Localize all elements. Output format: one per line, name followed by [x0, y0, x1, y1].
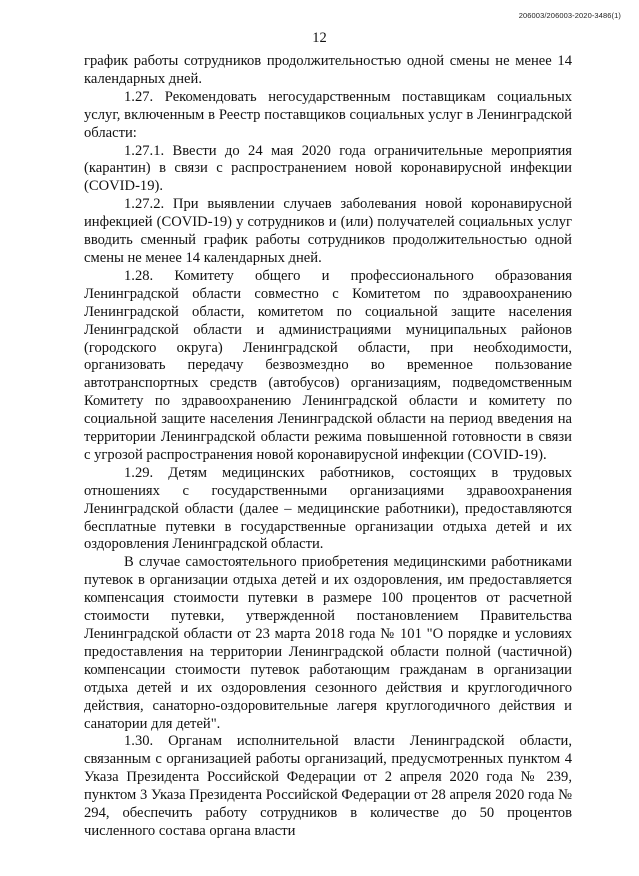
paragraph: 1.30. Органам исполнительной власти Ленинградской области, связанным с организацией работы организаций, предусмотренных пунктом 4 Указа Президента Российской Федерации от 2 апреля 2020 года № 239, пунктом 3 Указа Президента Российской Федерации от 28 апреля 2020 года № 294, обеспечить работу сотрудников в количестве до 50 процентов численного состава органа власти — [84, 733, 572, 839]
document-code: 206003/206003-2020-3486(1) — [518, 11, 621, 20]
paragraph: 1.29. Детям медицинских работников, состоящих в трудовых отношениях с государственными организациями здравоохранения Ленинградской области (далее – медицинские работники), предоставляются бесплатные путевки в государственные организации отдыха детей и их оздоровления Ленинградской области. — [84, 464, 572, 553]
paragraph: В случае самостоятельного приобретения медицинскими работниками путевок в организации отдыха детей и их оздоровления, им предоставляется компенсация стоимости путевки в размере 100 процентов от расчетной стоимости путевки, утвержденной постановлением Правительства Ленинградской области от 23 марта 2018 года № 101 "О порядке и условиях предоставления на территории Ленинградской области полной (частичной) компенсации стоимости путевок работающим гражданам в организации отдыха детей и их оздоровления сезонного действия и круглогодичного действия, санаторно-оздоровительные лагеря круглогодичного действия и санатории для детей". — [84, 554, 572, 732]
page-number: 12 — [312, 30, 327, 46]
paragraph: 1.27.2. При выявлении случаев заболевания новой коронавирусной инфекцией (COVID-19) у сотрудников и (или) получателей социальных услуг вводить сменный график работы сотрудников продолжительностью одной смены не менее 14 календарных дней. — [84, 196, 572, 266]
paragraph: график работы сотрудников продолжительностью одной смены не менее 14 календарных дней. — [84, 53, 572, 87]
paragraph: 1.27.1. Ввести до 24 мая 2020 года ограничительные мероприятия (карантин) в связи с распространением новой коронавирусной инфекции (COVID-19). — [84, 142, 572, 195]
paragraph: 1.27. Рекомендовать негосударственным поставщикам социальных услуг, включенным в Реестр поставщиков социальных услуг в Ленинградской области: — [84, 88, 572, 141]
document-body — [84, 53, 572, 841]
paragraph: 1.28. Комитету общего и профессионального образования Ленинградской области совместно с Комитетом по здравоохранению Ленинградской области, комитетом по социальной защите населения Ленинградской области и администрациями муниципальных районов (городского округа) Ленинградской области, при необходимости, организовать передачу безвозмездно во временное пользование автотранспортных средств (автобусов) организациям, подведомственным Комитету по здравоохранению Ленинградской области и комитету по социальной защите населения Ленинградской области на период введения на территории Ленинградской области режима повышенной готовности в связи с угрозой распространения новой коронавирусной инфекции (COVID-19). — [84, 267, 572, 463]
